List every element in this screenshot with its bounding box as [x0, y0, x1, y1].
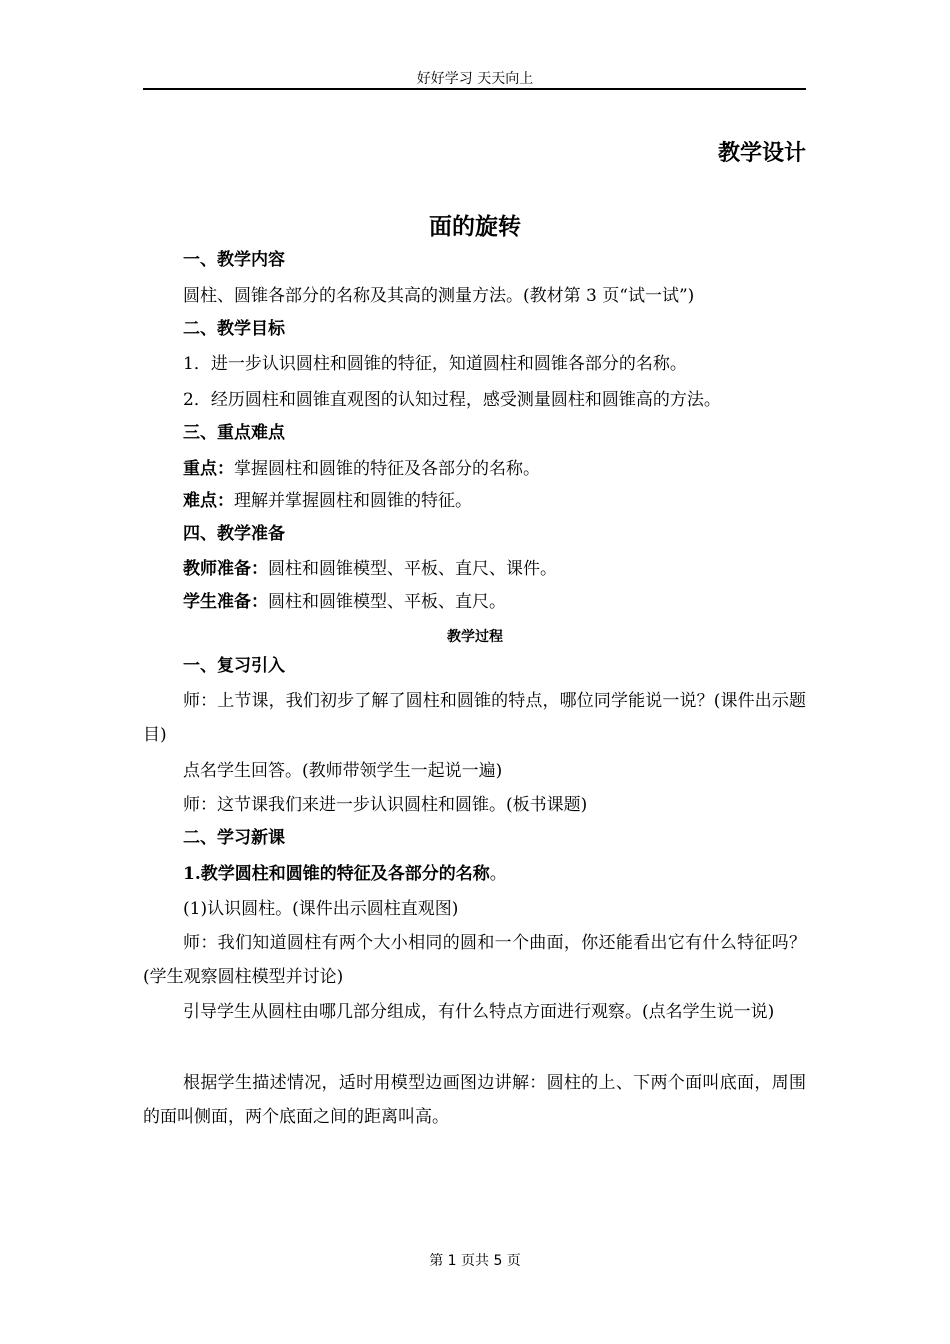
- teacher-prep-label: 教师准备：: [183, 559, 268, 579]
- process-heading-new-lesson: 二、学习新课: [183, 828, 285, 848]
- content-text: 圆柱、圆锥各部分的名称及其高的测量方法。(教材第 3 页“试一试”): [183, 286, 695, 306]
- review-paragraph-3: 师：这节课我们来进一步认识圆柱和圆锥。(板书课题): [183, 795, 588, 815]
- teacher-prep-line: [183, 557, 557, 581]
- lesson-title: 面的旋转: [429, 214, 521, 240]
- goal-item-1: 1．进一步认识圆柱和圆锥的特征，知道圆柱和圆锥各部分的名称。: [183, 354, 687, 374]
- page-header: 好好学习 天天向上: [416, 71, 534, 87]
- teacher-prep-text: 圆柱和圆锥模型、平板、直尺、课件。: [268, 559, 557, 579]
- process-heading-review: 一、复习引入: [183, 656, 285, 676]
- key-point-label: 重点：: [183, 459, 234, 479]
- key-point-line: [183, 457, 540, 481]
- difficulty-line: [183, 489, 472, 513]
- goal-item-2: 2．经历圆柱和圆锥直观图的认知过程，感受测量圆柱和圆锥高的方法。: [183, 390, 721, 410]
- key-point-text: 掌握圆柱和圆锥的特征及各部分的名称。: [234, 459, 540, 479]
- cylinder-paragraph-3: 根据学生描述情况，适时用模型边画图边讲解：圆柱的上、下两个面叫底面，周围的面叫侧面，两个底面之间的距离叫高。: [143, 1073, 806, 1127]
- section-heading-preparation: 四、教学准备: [183, 524, 285, 544]
- header-divider: [143, 88, 806, 90]
- student-prep-text: 圆柱和圆锥模型、平板、直尺。: [268, 592, 506, 612]
- cylinder-item: (1)认识圆柱。(课件出示圆柱直观图): [183, 899, 459, 919]
- cylinder-paragraph-2: 引导学生从圆柱由哪几部分组成，有什么特点方面进行观察。(点名学生说一说): [183, 1002, 775, 1022]
- difficulty-text: 理解并掌握圆柱和圆锥的特征。: [234, 491, 472, 511]
- process-heading: 教学过程: [447, 629, 503, 645]
- student-prep-line: [183, 590, 506, 614]
- section-heading-goals: 二、教学目标: [183, 319, 285, 339]
- difficulty-label: 难点：: [183, 491, 234, 511]
- document-type-label: 教学设计: [717, 141, 806, 166]
- subheading-features-end: 。: [489, 864, 507, 884]
- review-paragraph-2: 点名学生回答。(教师带领学生一起说一遍): [183, 761, 503, 781]
- subheading-features: [183, 862, 507, 886]
- cylinder-paragraph-1: 师：我们知道圆柱有两个大小相同的圆和一个曲面，你还能看出它有什么特征吗？(学生观察圆柱模型并讨论): [143, 933, 806, 987]
- review-paragraph-1: 师：上节课，我们初步了解了圆柱和圆锥的特点，哪位同学能说一说？(课件出示题目): [143, 691, 806, 745]
- section-heading-key-points: 三、重点难点: [183, 423, 285, 443]
- section-heading-content: 一、教学内容: [183, 250, 285, 270]
- student-prep-label: 学生准备：: [183, 592, 268, 612]
- page-footer: 第 1 页共 5 页: [429, 1253, 521, 1269]
- subheading-features-text: 1.教学圆柱和圆锥的特征及各部分的名称: [183, 864, 490, 884]
